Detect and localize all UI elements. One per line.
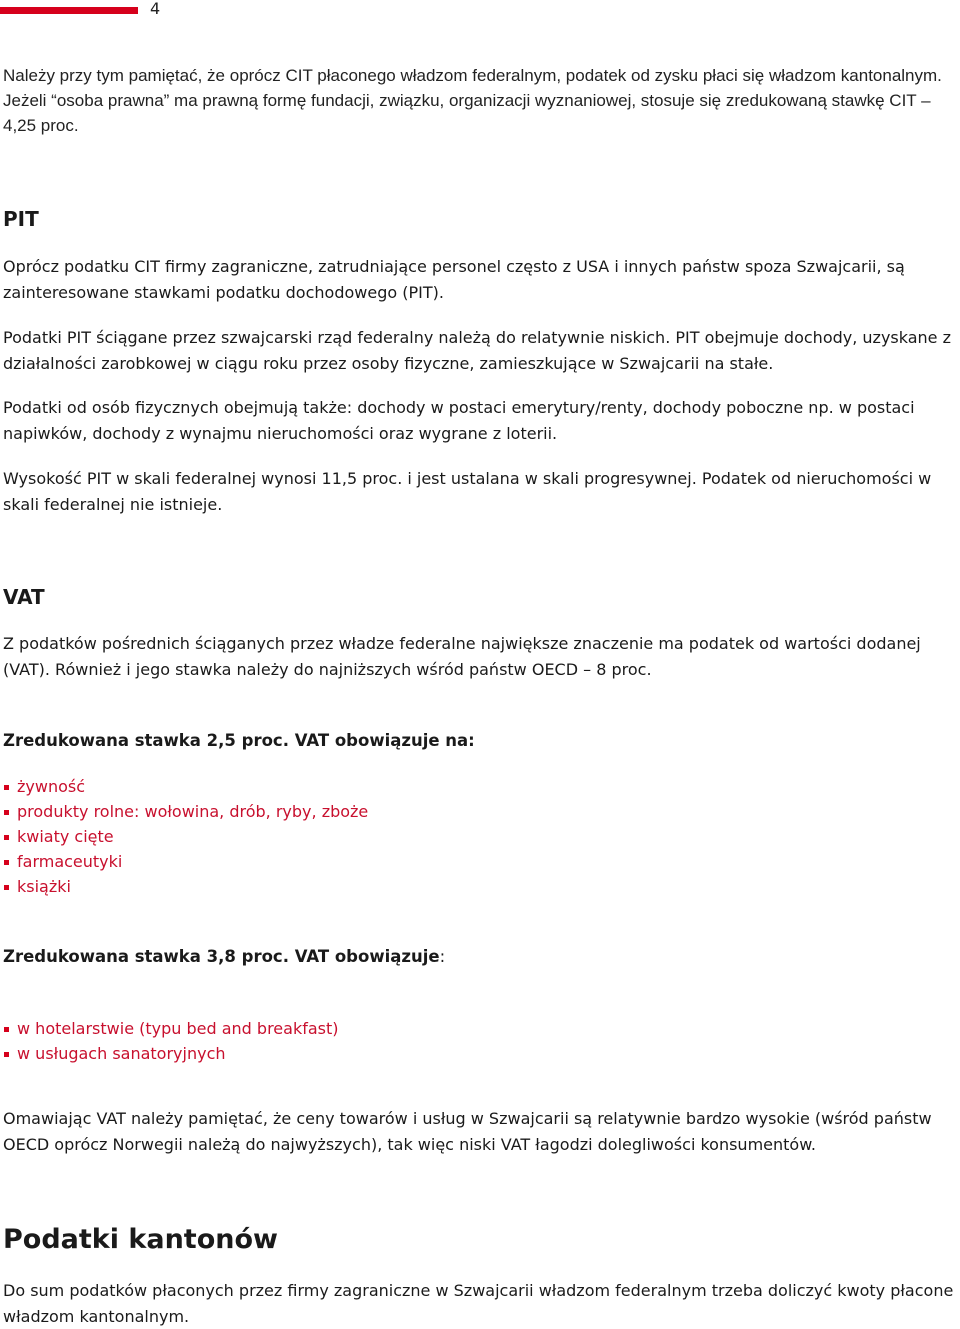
reduced-rate-1-list bbox=[3, 774, 368, 899]
pit-paragraph-3: Podatki od osób fizycznych obejmują także: dochody w postaci emerytury/renty, dochody poboczne np. w postaci napiwków, dochody z wynajmu nieruchomości oraz wygrane z loterii. bbox=[3, 398, 915, 443]
pit-paragraph-1: Oprócz podatku CIT firmy zagraniczne, zatrudniające personel często z USA i innych państw spoza Szwajcarii, są zainteresowane stawkami podatku dochodowego (PIT). bbox=[3, 257, 905, 302]
reduced-rate-2-colon: : bbox=[439, 947, 446, 966]
pit-paragraph-2: Podatki PIT ściągane przez szwajcarski rząd federalny należą do relatywnie niskich. PIT obejmuje dochody, uzyskane z działalności zarobkowej w ciągu roku przez osoby fizyczne, zamieszkujące w Szwajcarii na stałe. bbox=[3, 328, 951, 373]
pit-paragraph-4: Wysokość PIT w skali federalnej wynosi 11,5 proc. i jest ustalana w skali progresywnej. Podatek od nieruchomości w skali federalnej nie istnieje. bbox=[3, 469, 932, 514]
cantons-heading: Podatki kantonów bbox=[3, 1224, 278, 1255]
reduced-rate-2-heading-text: Zredukowana stawka 3,8 proc. VAT obowiązuje bbox=[3, 947, 440, 966]
vat-paragraph-1: Z podatków pośrednich ściąganych przez władze federalne największe znaczenie ma podatek od wartości dodanej (VAT). Również i jego stawka należy do najniższych wśród państw OECD – 8 proc. bbox=[3, 634, 921, 679]
list-item: żywność bbox=[3, 774, 368, 799]
list-item: farmaceutyki bbox=[3, 849, 368, 874]
reduced-rate-1-heading: Zredukowana stawka 2,5 proc. VAT obowiązuje na: bbox=[3, 731, 475, 750]
page-number: 4 bbox=[150, 0, 161, 18]
vat-heading: VAT bbox=[3, 585, 45, 609]
intro-paragraph: Należy przy tym pamiętać, że oprócz CIT płaconego władzom federalnym, podatek od zysku płaci się władzom kantonalnym. Jeżeli “osoba prawna” ma prawną formę fundacji, związku, organizacji wyznaniowej, stosuje się zredukowaną stawkę CIT – 4,25 proc. bbox=[3, 66, 942, 135]
pit-heading: PIT bbox=[3, 207, 39, 231]
reduced-rate-2-list bbox=[3, 1016, 339, 1066]
list-item: kwiaty cięte bbox=[3, 824, 368, 849]
list-item: książki bbox=[3, 874, 368, 899]
list-item: produkty rolne: wołowina, drób, ryby, zboże bbox=[3, 799, 368, 824]
list-item: w hotelarstwie (typu bed and breakfast) bbox=[3, 1016, 339, 1041]
vat-paragraph-2: Omawiając VAT należy pamiętać, że ceny towarów i usług w Szwajcarii są relatywnie bardzo wysokie (wśród państw OECD oprócz Norwegii należą do najwyższych), tak więc niski VAT łagodzi dolegliwości konsumentów. bbox=[3, 1109, 932, 1154]
cantons-paragraph: Do sum podatków płaconych przez firmy zagraniczne w Szwajcarii władzom federalnym trzeba doliczyć kwoty płacone władzom kantonalnym. bbox=[3, 1281, 954, 1326]
list-item: w usługach sanatoryjnych bbox=[3, 1041, 339, 1066]
header-accent-bar bbox=[0, 7, 138, 14]
reduced-rate-2-heading bbox=[3, 945, 445, 969]
